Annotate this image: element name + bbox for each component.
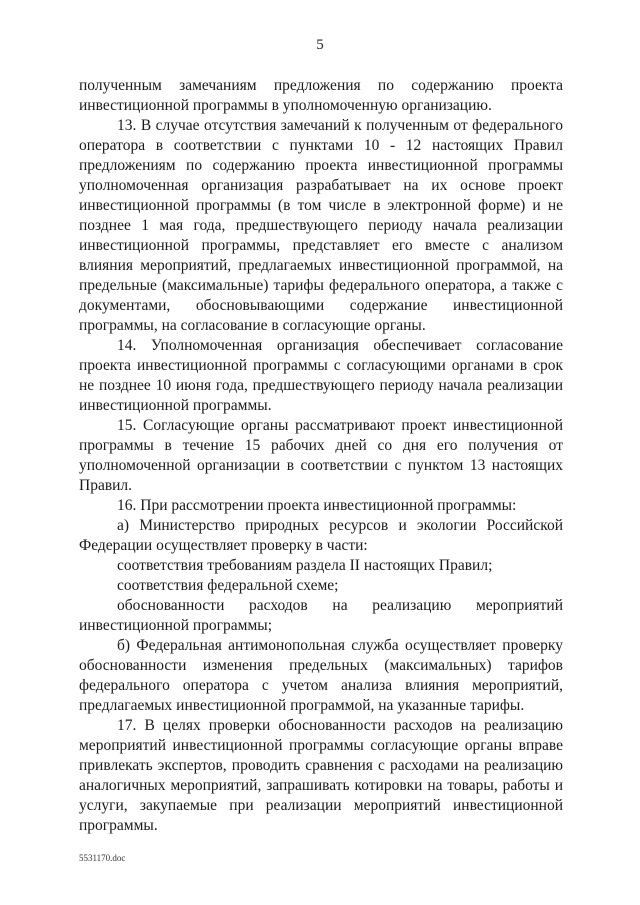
paragraph-16-a-item-1: соответствия требованиям раздела II настоящих Правил; (117, 557, 493, 574)
paragraph-16-a-item-3: обоснованности расходов на реализацию мероприятий инвестиционной программы; (79, 597, 563, 634)
paragraph-14: 14. Уполномоченная организация обеспечивает согласование проекта инвестиционной программы с согласующими органами в срок не позднее 10 июня года, предшествующего периоду начала реализации инвестиционной программы. (79, 337, 563, 414)
page-number: 5 (316, 37, 324, 53)
paragraph-16-a: а) Министерство природных ресурсов и экологии Российской Федерации осуществляет проверку в части: (79, 517, 563, 554)
document-body (79, 76, 563, 836)
paragraph-continuation: полученным замечаниям предложения по содержанию проекта инвестиционной программы в уполномоченную организацию. (79, 77, 563, 114)
paragraph-16-a-item-2: соответствия федеральной схеме; (117, 577, 339, 594)
paragraph-16: 16. При рассмотрении проекта инвестиционной программы: (117, 497, 517, 514)
file-reference: 5531170.doc (79, 853, 126, 863)
paragraph-17: 17. В целях проверки обоснованности расходов на реализацию мероприятий инвестиционной программы согласующие органы вправе привлекать экспертов, проводить сравнения с расходами на реализацию аналогичных мероприятий, запрашивать котировки на товары, работы и услуги, закупаемые при реализации мероприятий инвестиционной программы. (79, 717, 563, 834)
paragraph-13: 13. В случае отсутствия замечаний к полученным от федерального оператора в соответствии с пунктами 10 - 12 настоящих Правил предложениям по содержанию проекта инвестиционной программы уполномоченная организация разрабатывает на их основе проект инвестиционной программы (в том числе в электронной форме) и не позднее 1 мая года, предшествующего периоду начала реализации инвестиционной программы, представляет его вместе с анализом влияния мероприятий, предлагаемых инвестиционной программой, на предельные (максимальные) тарифы федерального оператора, а также с документами, обосновывающими содержание инвестиционной программы, на согласование в согласующие органы. (79, 117, 563, 334)
paragraph-15: 15. Согласующие органы рассматривают проект инвестиционной программы в течение 15 рабочих дней со дня его получения от уполномоченной организации в соответствии с пунктом 13 настоящих Правил. (79, 417, 563, 494)
paragraph-16-b: б) Федеральная антимонопольная служба осуществляет проверку обоснованности изменения предельных (максимальных) тарифов федерального оператора с учетом анализа влияния мероприятий, предлагаемых инвестиционной программой, на указанные тарифы. (79, 637, 563, 714)
